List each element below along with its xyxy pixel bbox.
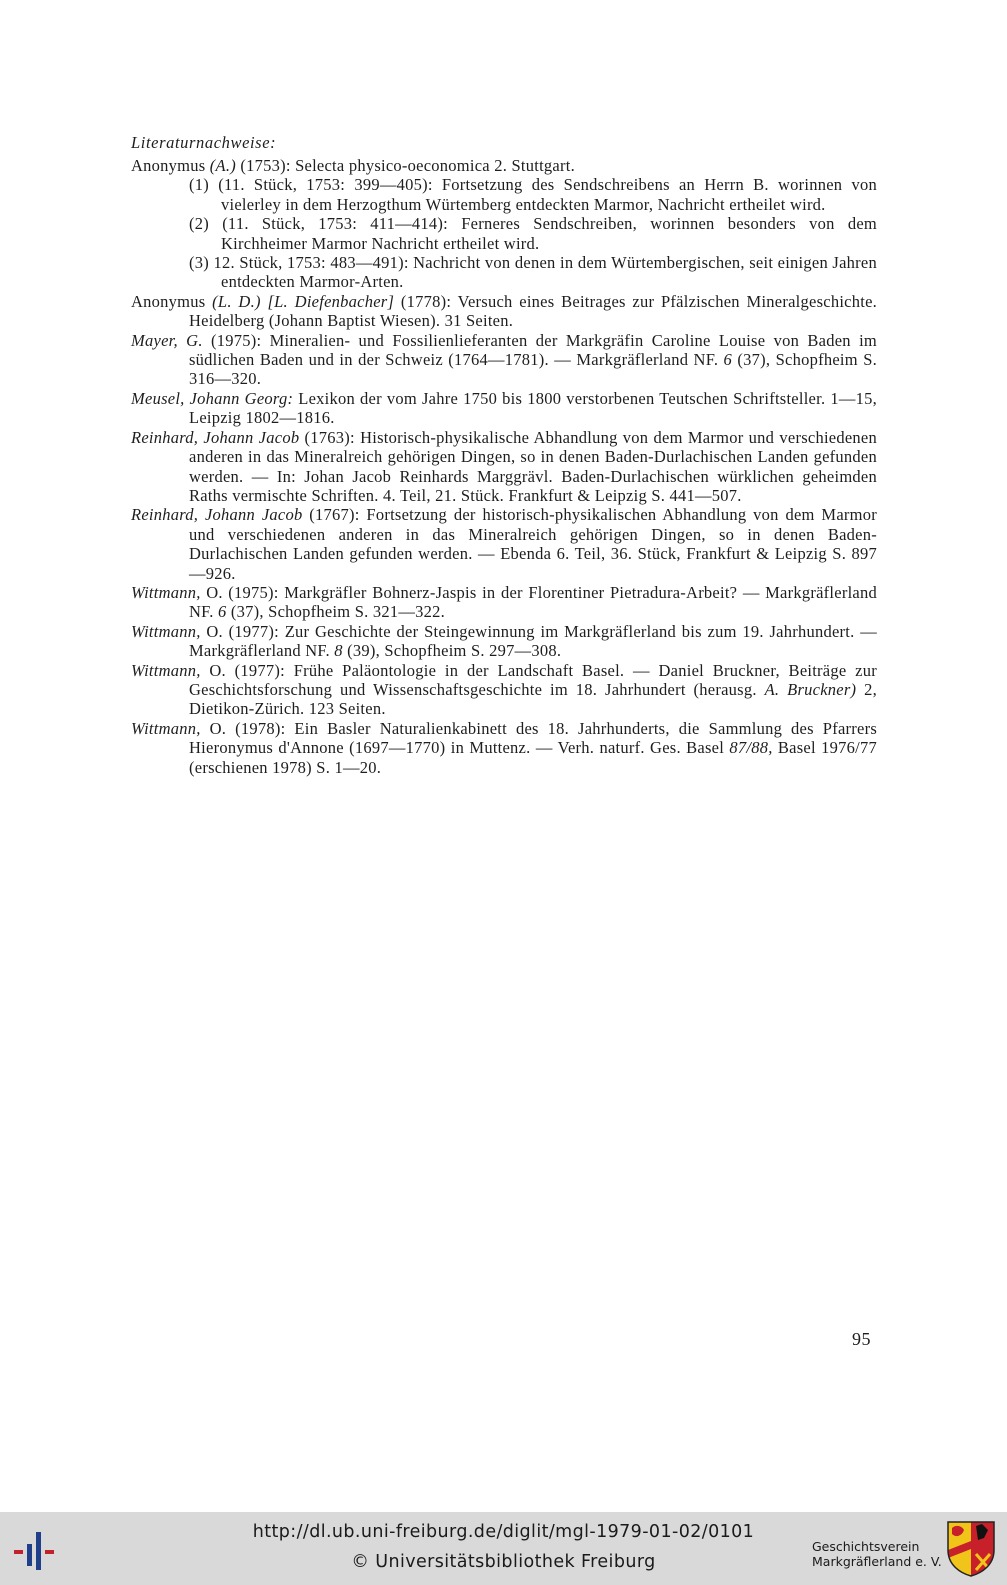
coat-of-arms-icon (946, 1520, 996, 1578)
reference-entry (131, 292, 877, 331)
reference-text: O. (1975): Markgräfler Bohnerz-Jaspis in der Florentiner Pietradura-Arbeit? — Markgräflerland NF. (189, 582, 877, 622)
reference-text-end: (39), Schopfheim S. 297—308. (342, 641, 562, 661)
reference-text: (1975): Mineralien- und Fossilienlieferanten der Markgräfin Caroline Louise von Baden im südlichen Baden und in der Schweiz (1764—1781). — Markgräflerland NF. (189, 330, 877, 370)
reference-text: (1778): Versuch eines Beitrages zur Pfälzischen Mineralgeschichte. Heidelberg (Johann Baptist Wiesen). 31 Seiten. (189, 291, 878, 331)
reference-text-end: (37), Schopfheim S. 316—320. (189, 350, 877, 389)
reference-subentry (189, 214, 877, 253)
reference-author: Anonymus (131, 156, 206, 175)
reference-list (131, 156, 877, 777)
reference-author: Wittmann, (131, 582, 201, 602)
section-heading: Literaturnachweise: (131, 133, 277, 152)
subentry-text: (11. Stück, 1753: 411—414): Ferneres Sendschreiben, worinnen besonders von dem Kirchheimer Marmor Nachricht ertheilet wird. (221, 214, 877, 253)
reference-author: Mayer, G. (131, 330, 203, 350)
reference-entry (131, 583, 877, 622)
subentry-text: 12. Stück, 1753: 483—491): Nachricht von denen in dem Würtembergischen, seit einigen Jahren entdeckten Marmor-Arten. (213, 253, 877, 292)
subentry-number: (2) (189, 214, 209, 234)
reference-entry (131, 428, 877, 506)
reference-author: Meusel, Johann Georg: (131, 388, 294, 408)
footer-bar (0, 1512, 1007, 1585)
reference-author: Wittmann, (131, 718, 201, 738)
reference-author: Wittmann, (131, 660, 201, 680)
reference-author: Anonymus (131, 291, 206, 311)
reference-subentry (189, 253, 877, 292)
subentry-number: (1) (189, 175, 209, 195)
society-name-line2: Markgräflerland e. V. (812, 1554, 942, 1569)
reference-entry (131, 719, 877, 777)
reference-entry (131, 331, 877, 389)
reference-entry (131, 389, 877, 428)
reference-entry (131, 505, 877, 583)
reference-text-end: (37), Schopfheim S. 321—322. (226, 602, 446, 622)
society-name-line1: Geschichtsverein (812, 1539, 920, 1554)
reference-author: Reinhard, Johann Jacob (131, 505, 303, 525)
reference-volume: 87/88, (729, 738, 773, 758)
reference-entry (131, 622, 877, 661)
copyright-notice: © Universitätsbibliothek Freiburg (351, 1552, 656, 1572)
page-number: 95 (852, 1329, 871, 1349)
reference-entry (131, 661, 877, 719)
reference-text: (1753): Selecta physico-oeconomica 2. Stuttgart. (236, 156, 575, 175)
reference-text-end: Basel 1976/77 (erschienen 1978) S. 1—20. (189, 738, 877, 777)
reference-author: Wittmann, (131, 621, 201, 641)
reference-text: (1763): Historisch-physikalische Abhandlung von dem Marmor und verschiedenen anderen in das Mineralreich gehörigen Dingen, so in denen Baden-Durlachischen Landen gefunden werden. — In: Johan Jacob Reinhards Marggrävl. Baden-Durlachischen würklichen geheimden Raths vermischte Schriften. 4. Teil, 21. Stück. Frankfurt & Leipzig S. 441—507. (189, 427, 877, 505)
reference-author-extra: (L. D.) [L. Diefenbacher] (212, 291, 395, 311)
reference-text: O. (1977): Frühe Paläontologie in der Landschaft Basel. — Daniel Bruckner, Beiträge zur Geschichtsforschung und Wissenschaftsgeschichte im 18. Jahrhundert (herausg. (189, 660, 877, 699)
reference-author-extra: (A.) (209, 156, 236, 175)
reference-text-end: 2, Dietikon-Zürich. 123 Seiten. (189, 679, 877, 719)
reference-text: O. (1978): Ein Basler Naturalienkabinett des 18. Jahrhunderts, die Sammlung des Pfarrers Hieronymus d'Annone (1697—1770) in Muttenz. — Verh. naturf. Ges. Basel (189, 718, 877, 758)
society-name (812, 1539, 942, 1569)
subentry-number: (3) (189, 253, 209, 273)
reference-author: Reinhard, Johann Jacob (131, 427, 300, 447)
reference-volume: 8 (334, 641, 343, 661)
reference-volume: 6 (723, 350, 733, 370)
reference-volume: 6 (218, 602, 227, 622)
document-url-link[interactable]: http://dl.ub.uni-freiburg.de/diglit/mgl-1979-01-02/0101 (252, 1522, 755, 1542)
reference-subentry (189, 175, 877, 214)
subentry-text: (11. Stück, 1753: 399—405): Fortsetzung des Sendschreibens an Herrn B. worinnen von vielerley in dem Herzogthum Würtemberg entdeckten Marmor, Nachricht ertheilet wird. (218, 175, 877, 214)
reference-text: (1767): Fortsetzung der historisch-physikalischen Abhandlung von dem Marmor und verschiedenen anderen in das Mineralreich gehörigen Dingen, so in denen Baden-Durlachischen Landen gefunden werden. — Ebenda 6. Teil, 36. Stück, Frankfurt & Leipzig S. 897—926. (189, 505, 877, 583)
reference-text: O. (1977): Zur Geschichte der Steingewinnung im Markgräflerland bis zum 19. Jahrhundert. — Markgräflerland NF. (189, 621, 877, 661)
reference-text: Lexikon der vom Jahre 1750 bis 1800 verstorbenen Teutschen Schriftsteller. 1—15, Leipzig 1802—1816. (189, 388, 877, 428)
reference-entry (131, 156, 877, 175)
reference-editor: A. Bruckner) (764, 679, 857, 699)
